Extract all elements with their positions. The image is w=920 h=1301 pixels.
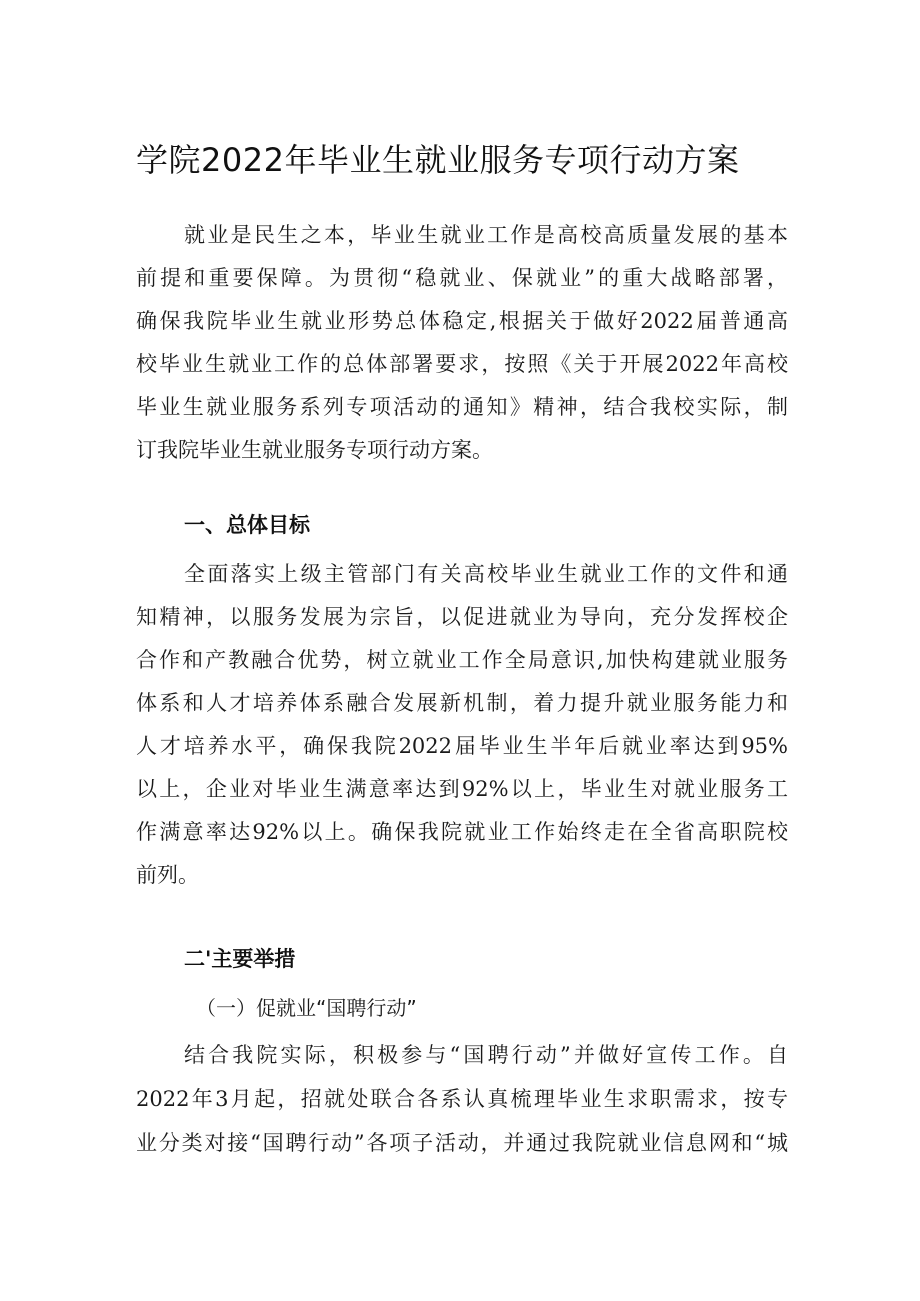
subsection-heading-national-recruitment: （一）促就业“国聘行动” xyxy=(196,996,417,1020)
section2-line-1: 结合我院实际，积极参与“国聘行动”并做好宣传工作。自 xyxy=(184,1043,788,1067)
intro-line-3: 确保我院毕业生就业形势总体稳定,根据关于做好2022届普通高 xyxy=(136,309,788,333)
section1-line-1: 全面落实上级主管部门有关高校毕业生就业工作的文件和通 xyxy=(184,562,788,586)
intro-line-6: 订我院毕业生就业服务专项行动方案。 xyxy=(136,438,493,462)
intro-line-4: 校毕业生就业工作的总体部署要求，按照《关于开展2022年高校 xyxy=(136,352,788,376)
section1-line-3: 合作和产教融合优势，树立就业工作全局意识,加快构建就业服务 xyxy=(136,648,788,672)
intro-line-1: 就业是民生之本，毕业生就业工作是高校高质量发展的基本 xyxy=(184,223,788,247)
section1-line-5: 人才培养水平，确保我院2022届毕业生半年后就业率达到95% xyxy=(136,734,788,758)
section1-line-4: 体系和人才培养体系融合发展新机制，着力提升就业服务能力和 xyxy=(136,691,788,715)
intro-line-5: 毕业生就业服务系列专项活动的通知》精神，结合我校实际，制 xyxy=(136,395,788,419)
section2-line-3: 业分类对接“国聘行动”各项子活动，并通过我院就业信息网和“城 xyxy=(136,1131,788,1155)
section-heading-main-measures: 二'主要举措 xyxy=(184,947,296,971)
document-title: 学院2022年毕业生就业服务专项行动方案 xyxy=(136,141,740,179)
section2-line-2: 2022年3月起，招就处联合各系认真梳理毕业生求职需求，按专 xyxy=(136,1087,788,1111)
section1-line-8: 前列。 xyxy=(136,863,199,887)
section-heading-overall-goal: 一、总体目标 xyxy=(184,513,310,537)
section1-line-7: 作满意率达92%以上。确保我院就业工作始终走在全省高职院校 xyxy=(136,820,788,844)
intro-line-2: 前提和重要保障。为贯彻“稳就业、保就业”的重大战略部署， xyxy=(136,266,788,290)
section1-line-6: 以上，企业对毕业生满意率达到92%以上，毕业生对就业服务工 xyxy=(136,777,788,801)
section1-line-2: 知精神，以服务发展为宗旨，以促进就业为导向，充分发挥校企 xyxy=(136,605,788,629)
